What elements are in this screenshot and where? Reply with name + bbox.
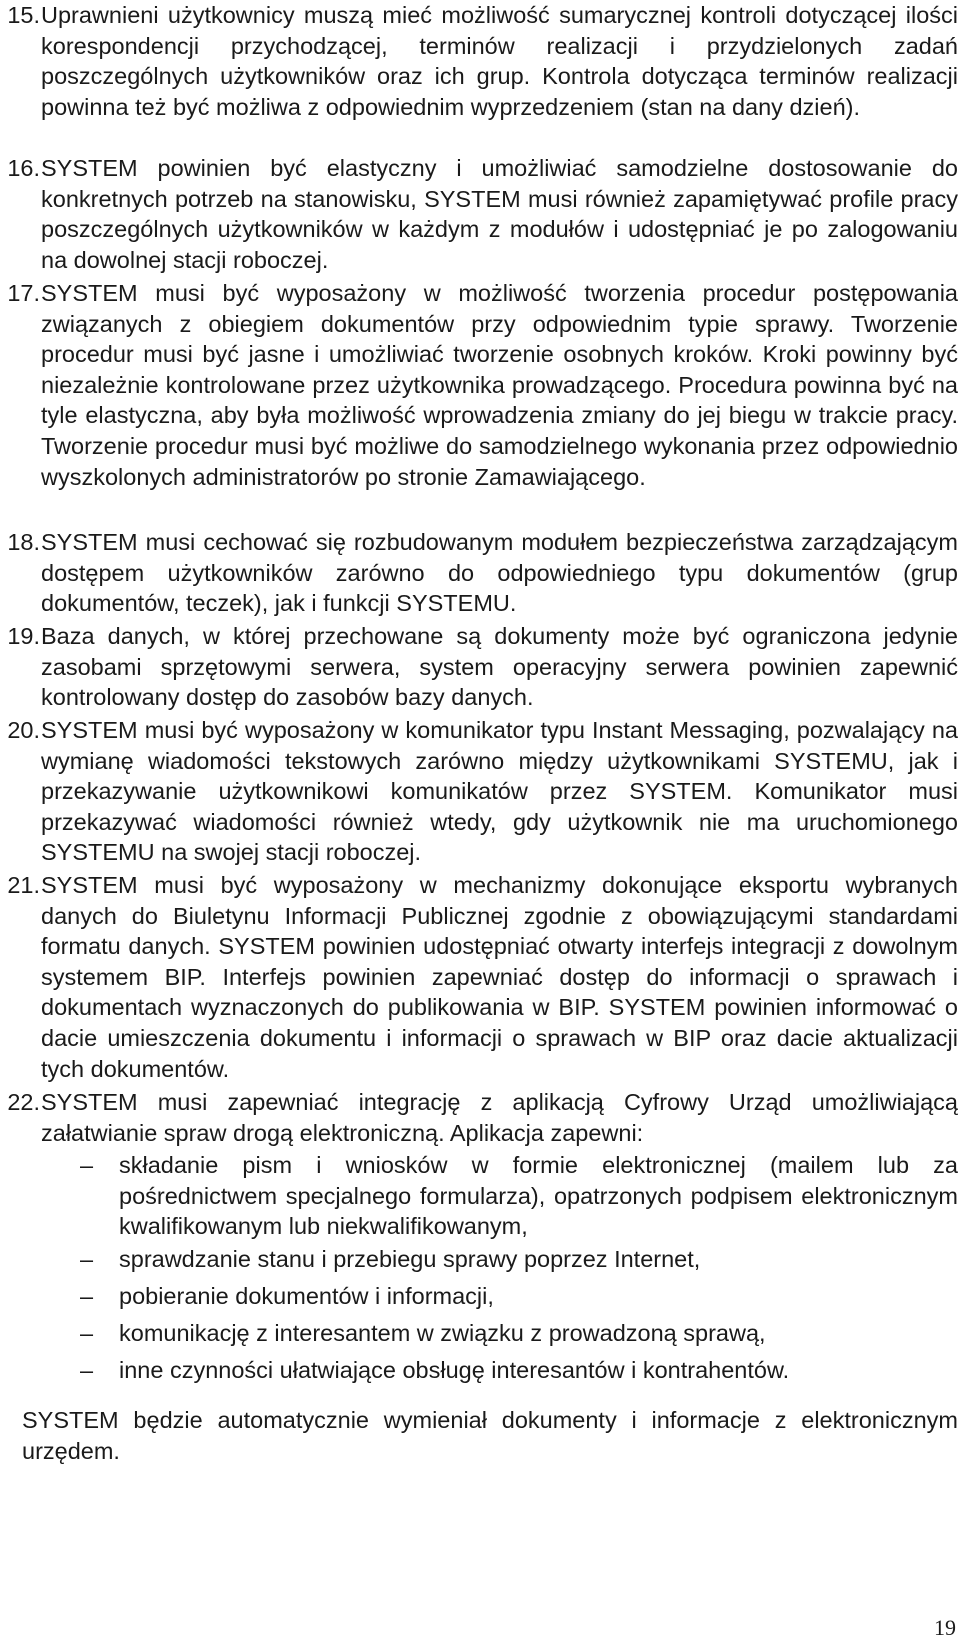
dash-marker: – [80,1320,94,1346]
item-number: 21. [7,872,40,898]
item-text: SYSTEM musi być wyposażony w komunikator typu Instant Messaging, pozwalający na wymianę wiadomości tekstowych zarówno między użytkownikami SYSTEMU, jak i przekazywanie użytkownikowi komunikatów przez SYSTEM. Komunikator musi przekazywać wiadomości również wtedy, gdy użytkownik nie ma uruchomionego SYSTEMU na swojej stacji roboczej. [41,717,958,866]
bullet-text: inne czynności ułatwiające obsługę interesantów i kontrahentów. [119,1357,790,1383]
dash-marker: – [80,1283,94,1309]
dash-marker: – [80,1357,94,1383]
bullet-text: składanie pism i wniosków w formie elektronicznej (mailem lub za pośrednictwem specjalnego formularza), opatrzonych podpisem elektronicznym kwalifikowanym lub niekwalifikowanym, [119,1152,958,1240]
item-text: Baza danych, w której przechowane są dokumenty może być ograniczona jedynie zasobami sprzętowymi serwera, system operacyjny serwera powinien zapewnić kontrolowany dostęp do zasobów bazy danych. [41,623,958,711]
item-text: Uprawnieni użytkownicy muszą mieć możliwość sumarycznej kontroli dotyczącej ilości korespondencji przychodzącej, terminów realizacji i przydzielonych zadań poszczególnych użytkowników oraz ich grup. Kontrola dotycząca terminów realizacji powinna też być możliwa z odpowiednim wyprzedzeniem (stan na dany dzień). [41,2,958,120]
item-text: SYSTEM musi być wyposażony w możliwość tworzenia procedur postępowania związanych z obiegiem dokumentów przy odpowiednim typie sprawy. Tworzenie procedur musi być jasne i umożliwiać tworzenie osobnych kroków. Kroki powinny być niezależnie kontrolowane przez użytkownika prowadzącego. Procedura powinna być na tyle elastyczna, aby była możliwość wprowadzenia zmiany do jej biegu w trakcie pracy. Tworzenie procedur musi być możliwe do samodzielnego wykonania przez odpowiednio wyszkolonych administratorów po stronie Zamawiającego. [41,280,958,490]
item-number: 20. [7,717,40,743]
item-number: 19. [7,623,40,649]
item-text: SYSTEM musi cechować się rozbudowanym modułem bezpieczeństwa zarządzającym dostępem użytkowników zarówno do odpowiedniego typu dokumentów (grup dokumentów, teczek), jak i funkcji SYSTEMU. [41,529,958,617]
item-number: 18. [7,529,40,555]
item-text: SYSTEM powinien być elastyczny i umożliwiać samodzielne dostosowanie do konkretnych potrzeb na stanowisku, SYSTEM musi również zapamiętywać profile pracy poszczególnych użytkowników w każdym z modułów i udostępniać je po zalogowaniu na dowolnej stacji roboczej. [41,155,958,273]
dash-marker: – [80,1246,94,1272]
item-text: SYSTEM musi zapewniać integrację z aplikacją Cyfrowy Urząd umożliwiającą załatwianie spraw drogą elektroniczną. Aplikacja zapewni: [41,1089,958,1146]
item-number: 15. [7,2,40,28]
closing-paragraph: SYSTEM będzie automatycznie wymieniał dokumenty i informacje z elektronicznym urzędem. [22,1407,958,1464]
bullet-text: komunikację z interesantem w związku z prowadzoną sprawą, [119,1320,766,1346]
item-number: 22. [7,1089,40,1115]
bullet-text: pobieranie dokumentów i informacji, [119,1283,494,1309]
page-number: 19 [934,1615,956,1640]
item-number: 16. [7,155,40,181]
bullet-text: sprawdzanie stanu i przebiegu sprawy poprzez Internet, [119,1246,701,1272]
item-text: SYSTEM musi być wyposażony w mechanizmy dokonujące eksportu wybranych danych do Biuletynu Informacji Publicznej zgodnie z obowiązującymi standardami formatu danych. SYSTEM powinien udostępniać otwarty interfejs integracji z dowolnym systemem BIP. Interfejs powinien zapewniać dostęp do informacji o sprawach i dokumentach wyznaczonych do publikowania w BIP. SYSTEM powinien informować o dacie umieszczenia dokumentu i informacji o sprawach w BIP oraz dacie aktualizacji tych dokumentów. [41,872,958,1082]
dash-marker: – [80,1152,94,1178]
item-number: 17. [7,280,40,306]
